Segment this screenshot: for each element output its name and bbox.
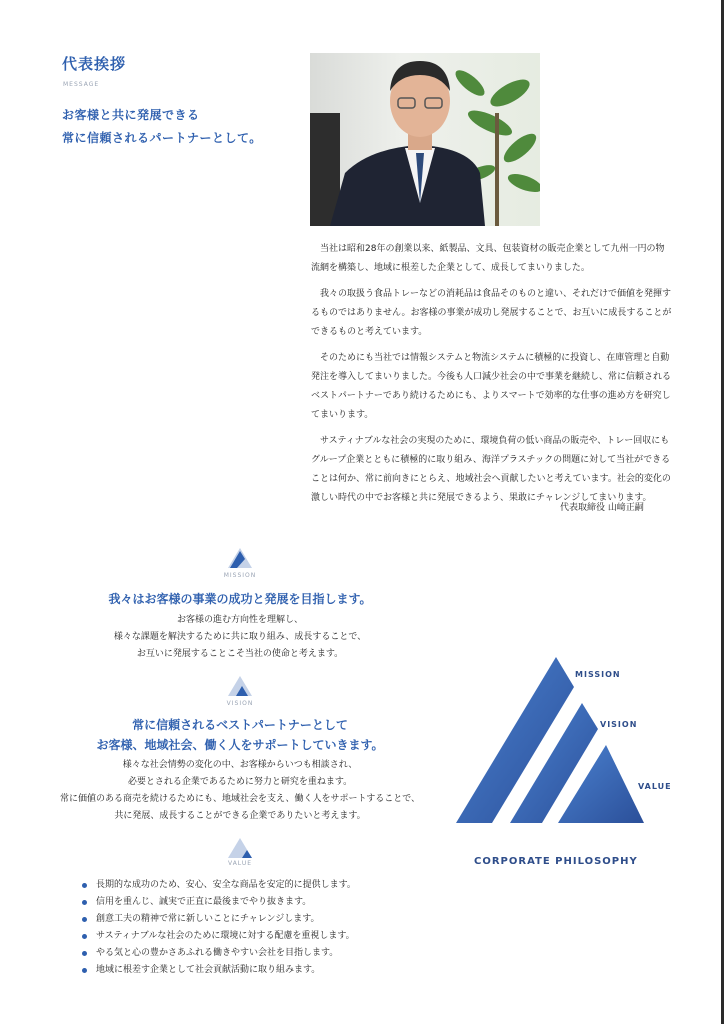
bullet-icon — [82, 934, 87, 939]
vision-line: 必要とされる企業であるために努力と研究を重ねます。 — [127, 777, 353, 787]
mission-body — [5, 612, 475, 663]
list-item — [82, 928, 356, 945]
bullet-icon — [82, 951, 87, 956]
list-item — [82, 962, 356, 979]
message-paragraph: 当社は昭和28年の創業以来、紙製品、文具、包装資材の販売企業として九州一円の物流網を構築し、地域に根差した企業として、成長してまいりました。 — [311, 244, 665, 273]
message-paragraph: サスティナブルな社会の実現のために、環境負荷の低い商品の販売や、トレー回収にもグループ企業とともに積極的に取り組み、海洋プラスチックの問題に対して当社ができることは何か、常に前向きにとらえ、地域社会へ貢献したいと考えています。社会的変化の激しい時代の中でお客様と共に発展できるよう、果敢にチャレンジしてまいります。 — [311, 436, 671, 503]
value-list — [82, 877, 356, 979]
message-paragraph: 我々の取扱う食品トレーなどの消耗品は食品そのものと違い、それだけで価値を発揮するものではありません。お客様の事業が成功し発展することで、お互いに成長することができるものと考えています。 — [311, 289, 672, 337]
value-item-text: 創意工夫の精神で常に新しいことにチャレンジします。 — [96, 914, 320, 924]
page-title: 代表挨拶 — [62, 55, 127, 73]
corporate-philosophy-caption: CORPORATE PHILOSOPHY — [474, 856, 638, 867]
vision-line: 共に発展、成長することができる企業でありたいと考えます。 — [114, 811, 366, 821]
president-message — [311, 240, 673, 515]
bullet-icon — [82, 900, 87, 905]
vision-line: 常に価値のある商売を続けるためにも、地域社会を支え、働く人をサポートすることで、 — [59, 794, 421, 804]
vision-body — [5, 757, 475, 825]
vision-heading-line-1: 常に信頼されるベストパートナーとして — [132, 718, 348, 732]
philosophy-value-label: VALUE — [638, 782, 672, 791]
mission-label: MISSION — [223, 572, 257, 579]
vision-label: VISION — [226, 700, 254, 707]
value-label: VALUE — [227, 860, 253, 867]
mission-line: お客様の進む方向性を理解し、 — [176, 615, 303, 625]
value-item-text: 地域に根差す企業として社会貢献活動に取り組みます。 — [96, 965, 321, 975]
mission-heading: 我々はお客様の事業の成功と発展を目指します。 — [108, 592, 372, 606]
president-photo — [310, 53, 540, 226]
page-subtitle: MESSAGE — [63, 81, 100, 88]
tagline-line-2: 常に信頼されるパートナーとして。 — [62, 131, 262, 145]
mission-line: 様々な課題を解決するために共に取り組み、成長することで、 — [113, 632, 367, 642]
value-icon — [222, 836, 258, 858]
mission-line: お互いに発展することこそ当社の使命と考えます。 — [136, 649, 344, 659]
vision-heading-line-2: お客様、地域社会、働く人をサポートしていきます。 — [96, 738, 384, 752]
value-item-text: 長期的な成功のため、安心、安全な商品を安定的に提供します。 — [96, 880, 356, 890]
mission-icon — [222, 546, 258, 568]
vision-line: 様々な社会情勢の変化の中、お客様からいつも相談され、 — [122, 760, 358, 770]
president-portrait-illustration — [310, 53, 540, 226]
value-item-text: サスティナブルな社会のために環境に対する配慮を重視します。 — [96, 931, 355, 941]
bullet-icon — [82, 968, 87, 973]
bullet-icon — [82, 917, 87, 922]
corporate-philosophy-mark — [456, 655, 646, 825]
list-item — [82, 877, 356, 894]
list-item — [82, 911, 356, 928]
tagline-line-1: お客様と共に発展できる — [62, 108, 200, 122]
president-signature: 代表取締役 山﨑正嗣 — [560, 503, 644, 513]
value-item-text: やる気と心の豊かさあふれる働きやすい会社を目指します。 — [96, 948, 339, 958]
list-item — [82, 945, 356, 962]
philosophy-vision-label: VISION — [600, 720, 638, 729]
bullet-icon — [82, 883, 87, 888]
list-item — [82, 894, 356, 911]
philosophy-mission-label: MISSION — [575, 670, 621, 679]
vision-icon — [222, 674, 258, 696]
value-item-text: 信用を重んじ、誠実で正直に最後までやり抜きます。 — [96, 897, 312, 907]
message-paragraph: そのためにも当社では情報システムと物流システムに積極的に投資し、在庫管理と自動発注を導入してまいりました。今後も人口減少社会の中で事業を継続し、常に信頼されるベストパートナーであり続けるためにも、よりスマートで効率的な仕事の進め方を研究してまいります。 — [311, 353, 672, 420]
